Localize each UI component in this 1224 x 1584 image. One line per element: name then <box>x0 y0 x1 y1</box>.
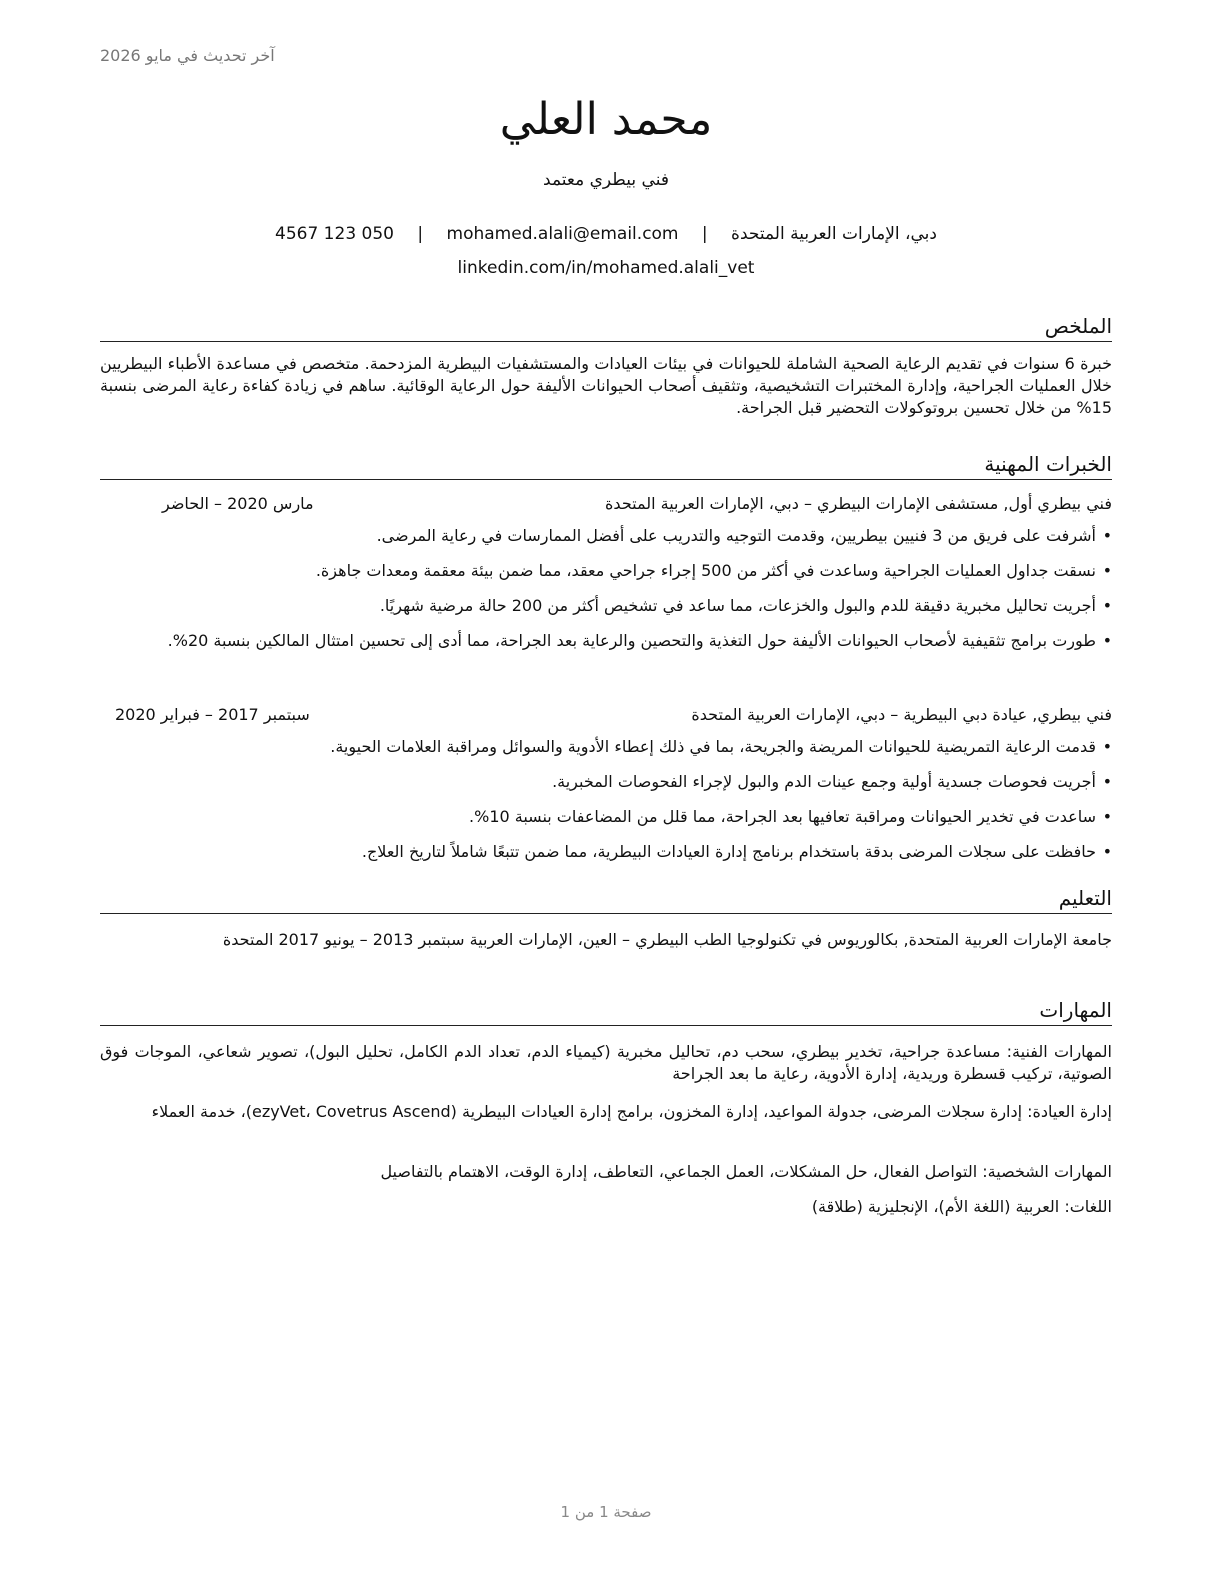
education-heading: التعليم <box>100 884 1112 914</box>
job-dates: سبتمبر 2017 – فبراير 2020 <box>115 705 310 724</box>
bullet-icon: • <box>1102 526 1112 545</box>
bullet-icon: • <box>1102 561 1112 580</box>
skills-clinic-management: إدارة العيادة: إدارة سجلات المرضى، جدولة المواعيد، إدارة المخزون، برامج إدارة العيادات البيطرية (ezyVet، Covetrus Ascend)، خدمة العملاء <box>151 1102 1112 1121</box>
job-bullets <box>100 736 1112 876</box>
contact-line <box>100 224 1112 244</box>
skills-soft: المهارات الشخصية: التواصل الفعال، حل المشكلات، العمل الجماعي، التعاطف، إدارة الوقت، الاهتمام بالتفاصيل <box>380 1162 1112 1181</box>
list-item: • قدمت الرعاية التمريضية للحيوانات المريضة والجريحة، بما في ذلك إعطاء الأدوية والسوائل ومراقبة العلامات الحيوية. <box>330 737 1112 756</box>
bullet-icon: • <box>1102 737 1112 756</box>
contact-linkedin[interactable]: linkedin.com/in/mohamed.alali_vet <box>457 258 755 278</box>
job-header <box>100 705 1112 729</box>
contact-email[interactable]: mohamed.alali@email.com <box>446 224 679 244</box>
last-updated-note: آخر تحديث في مايو 2026 <box>100 46 275 65</box>
contact-phone: 4567 123 050 <box>275 224 394 244</box>
list-item: • أشرفت على فريق من 3 فنيين بيطريين، وقدمت التوجيه والتدريب على أفضل الممارسات في رعاية المرضى. <box>376 526 1112 545</box>
contact-location: دبي، الإمارات العربية المتحدة <box>731 224 937 244</box>
list-item: • ساعدت في تخدير الحيوانات ومراقبة تعافيها بعد الجراحة، مما قلل من المضاعفات بنسبة 10%. <box>469 807 1112 826</box>
resume-page <box>100 0 1112 1584</box>
job-role: فني بيطري أول, مستشفى الإمارات البيطري – دبي، الإمارات العربية المتحدة <box>605 494 1112 513</box>
skills-technical: المهارات الفنية: مساعدة جراحية، تخدير بيطري، سحب دم، تحاليل مخبرية (كيمياء الدم، تعداد الدم الكامل، تحليل البول)، تصوير شعاعي، الموجات فوق الصوتية، تركيب قسطرة وريدية، إدارة الأدوية، رعاية ما بعد الجراحة <box>100 1042 1112 1083</box>
list-item: • طورت برامج تثقيفية لأصحاب الحيوانات الأليفة حول التغذية والتحصين والرعاية بعد الجراحة، مما أدى إلى تحسين امتثال المالكين بنسبة 20%. <box>167 631 1112 650</box>
page-number: صفحة 1 من 1 <box>560 1503 652 1521</box>
list-item: • أجريت فحوصات جسدية أولية وجمع عينات الدم والبول لإجراء الفحوصات المخبرية. <box>552 772 1112 791</box>
contact-separator: | <box>417 224 424 244</box>
job-header <box>100 494 1112 518</box>
job-bullets <box>100 525 1112 665</box>
bullet-icon: • <box>1102 596 1112 615</box>
skills-heading: المهارات <box>100 996 1112 1026</box>
job-dates: مارس 2020 – الحاضر <box>162 494 314 513</box>
summary-heading: الملخص <box>100 312 1112 342</box>
list-item: • أجريت تحاليل مخبرية دقيقة للدم والبول والخزعات، مما ساعد في تشخيص أكثر من 200 حالة مرضية شهريًا. <box>379 596 1112 615</box>
candidate-title: فني بيطري معتمد <box>543 170 669 190</box>
bullet-icon: • <box>1102 842 1112 861</box>
contact-separator: | <box>701 224 708 244</box>
education-entry: جامعة الإمارات العربية المتحدة, بكالوريوس في تكنولوجيا الطب البيطري – العين، الإمارات العربية سبتمبر 2013 – يونيو 2017 المتحدة <box>222 930 1112 949</box>
candidate-name: محمد العلي <box>499 94 713 145</box>
skills-languages: اللغات: العربية (اللغة الأم)، الإنجليزية (طلاقة) <box>811 1197 1112 1216</box>
list-item: • حافظت على سجلات المرضى بدقة باستخدام برنامج إدارة العيادات البيطرية، مما ضمن تتبعًا شاملاً لتاريخ العلاج. <box>361 842 1112 861</box>
experience-heading: الخبرات المهنية <box>100 450 1112 480</box>
summary-text: خبرة 6 سنوات في تقديم الرعاية الصحية الشاملة للحيوانات في بيئات العيادات والمستشفيات البيطرية المزدحمة. متخصص في مساعدة الأطباء البيطريين خلال العمليات الجراحية، وإدارة المختبرات التشخيصية، وتثقيف أصحاب الحيوانات الأليفة حول الرعاية الوقائية. ساهم في زيادة كفاءة رعاية المرضى بنسبة 15% من خلال تحسين بروتوكولات التحضير قبل الجراحة. <box>100 354 1113 417</box>
bullet-icon: • <box>1102 772 1112 791</box>
list-item: • نسقت جداول العمليات الجراحية وساعدت في أكثر من 500 إجراء جراحي معقد، مما ضمن بيئة معقمة ومعدات جاهزة. <box>315 561 1112 580</box>
job-role: فني بيطري, عيادة دبي البيطرية – دبي، الإمارات العربية المتحدة <box>691 705 1112 724</box>
bullet-icon: • <box>1102 631 1112 650</box>
bullet-icon: • <box>1102 807 1112 826</box>
